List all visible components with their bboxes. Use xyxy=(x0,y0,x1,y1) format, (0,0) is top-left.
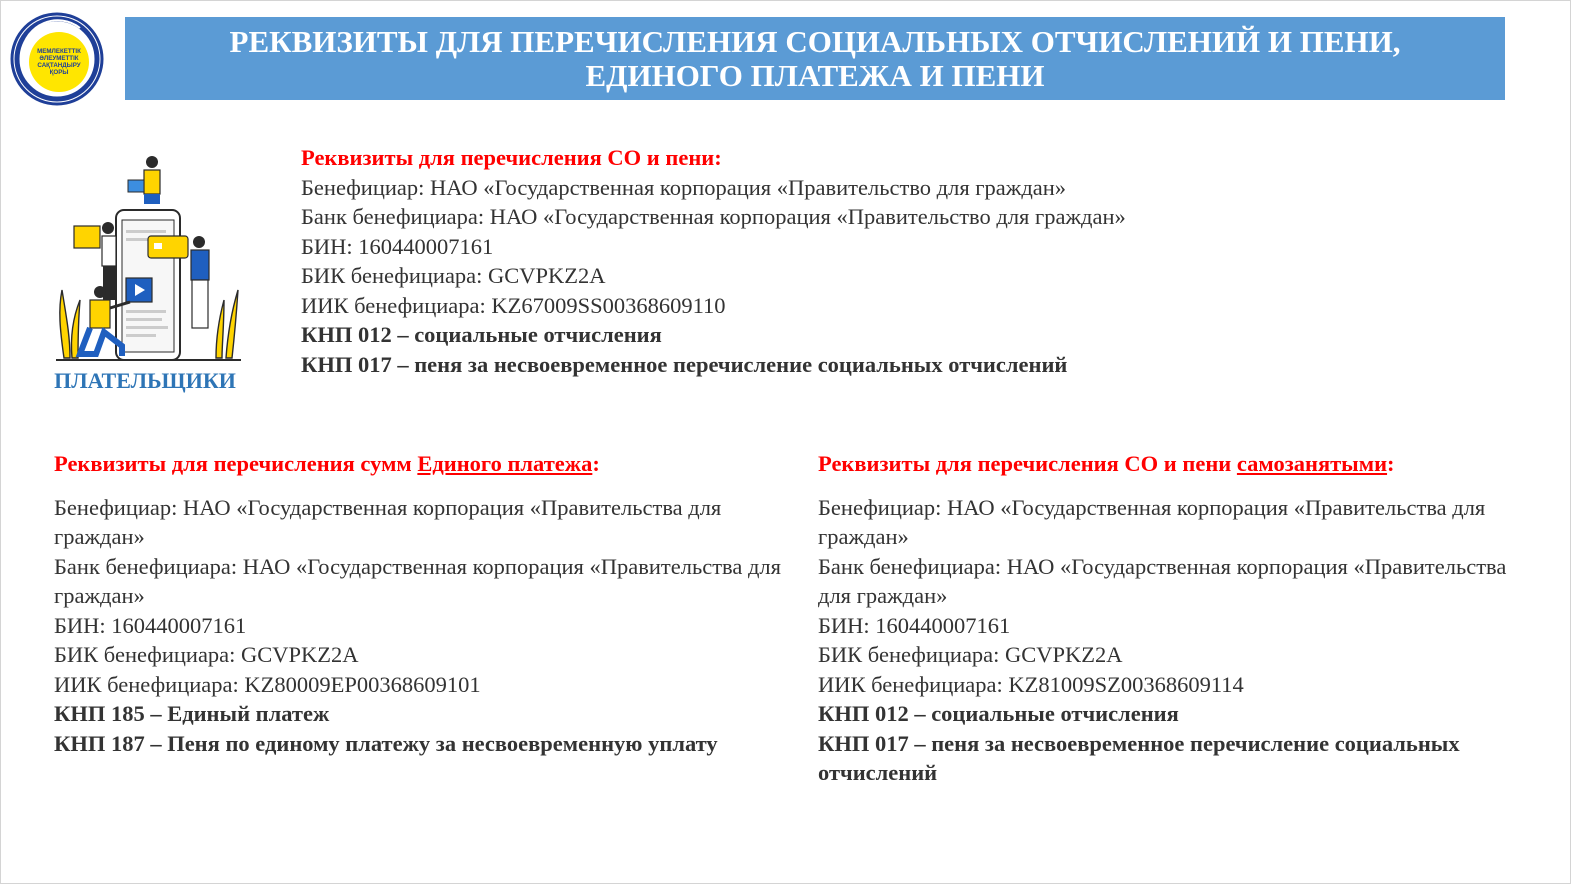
so-beneficiary: Бенефициар: НАО «Государственная корпорация «Правительство для граждан» xyxy=(301,174,1067,200)
ep-knp-1: КНП 185 – Единый платеж xyxy=(54,701,330,726)
self-knp-1: КНП 012 – социальные отчисления xyxy=(818,701,1179,726)
so-knp-2: КНП 017 – пеня за несвоевременное перечисление социальных отчислений xyxy=(301,351,1068,377)
banner-title-line-1: РЕКВИЗИТЫ ДЛЯ ПЕРЕЧИСЛЕНИЯ СОЦИАЛЬНЫХ ОТЧИСЛЕНИЙ И ПЕНИ, xyxy=(229,23,1401,59)
self-bin: БИН: 160440007161 xyxy=(818,612,1011,638)
so-bik: БИК бенефициара: GCVPKZ2A xyxy=(301,263,606,288)
self-knp-2: КНП 017 – пеня за несвоевременное перечисление социальных отчислений xyxy=(818,730,1460,785)
fund-logo-icon xyxy=(10,12,104,106)
logo-line-3: САҚТАНДЫРУ xyxy=(37,62,81,69)
ep-heading-underlined: Единого платежа xyxy=(417,451,593,476)
so-heading: Реквизиты для перечисления СО и пени: xyxy=(301,145,722,170)
so-iik: ИИК бенефициара: KZ67009SS00368609110 xyxy=(301,292,726,318)
so-bin: БИН: 160440007161 xyxy=(301,233,494,259)
ep-knp-2: КНП 187 – Пеня по единому платежу за несвоевременную уплату xyxy=(54,730,718,756)
ep-bin: БИН: 160440007161 xyxy=(54,612,247,638)
ep-bank: Банк бенефициара: НАО «Государственная корпорация «Правительства для граждан» xyxy=(54,553,781,608)
self-heading xyxy=(818,449,1538,479)
logo-line-1: МЕМЛЕКЕТТІК xyxy=(37,48,81,55)
ep-heading-suffix: : xyxy=(592,451,600,476)
ep-iik: ИИК бенефициара: KZ80009EP00368609101 xyxy=(54,671,481,697)
self-bank: Банк бенефициара: НАО «Государственная корпорация «Правительства для граждан» xyxy=(818,553,1507,608)
logo-line-4: ҚОРЫ xyxy=(49,69,69,76)
banner-title-line-2: ЕДИНОГО ПЛАТЕЖА И ПЕНИ xyxy=(585,57,1045,93)
ep-beneficiary: Бенефициар: НАО «Государственная корпорация «Правительства для граждан» xyxy=(54,494,722,549)
self-heading-prefix: Реквизиты для перечисления СО и пени xyxy=(818,451,1237,476)
logo-line-2: ӘЛЕУМЕТТІК xyxy=(39,55,79,62)
self-heading-underlined: самозанятыми xyxy=(1236,451,1388,476)
self-bik: БИК бенефициара: GCVPKZ2A xyxy=(818,642,1123,667)
self-employed-requisites-block xyxy=(818,449,1538,788)
payers-caption: ПЛАТЕЛЬЩИКИ xyxy=(54,368,236,393)
ep-heading xyxy=(54,449,794,479)
people-smartphone-illustration-icon xyxy=(56,150,241,365)
self-beneficiary: Бенефициар: НАО «Государственная корпорация «Правительства для граждан» xyxy=(818,494,1486,549)
single-payment-requisites-block xyxy=(54,449,794,758)
self-iik: ИИК бенефициара: KZ81009SZ00368609114 xyxy=(818,671,1244,697)
ep-bik: БИК бенефициара: GCVPKZ2A xyxy=(54,642,359,667)
title-banner xyxy=(125,17,1505,100)
ep-heading-prefix: Реквизиты для перечисления сумм xyxy=(54,451,418,476)
so-requisites-block xyxy=(301,143,1126,379)
self-heading-suffix: : xyxy=(1387,451,1395,476)
so-knp-1: КНП 012 – социальные отчисления xyxy=(301,322,662,347)
so-bank: Банк бенефициара: НАО «Государственная корпорация «Правительство для граждан» xyxy=(301,204,1126,229)
